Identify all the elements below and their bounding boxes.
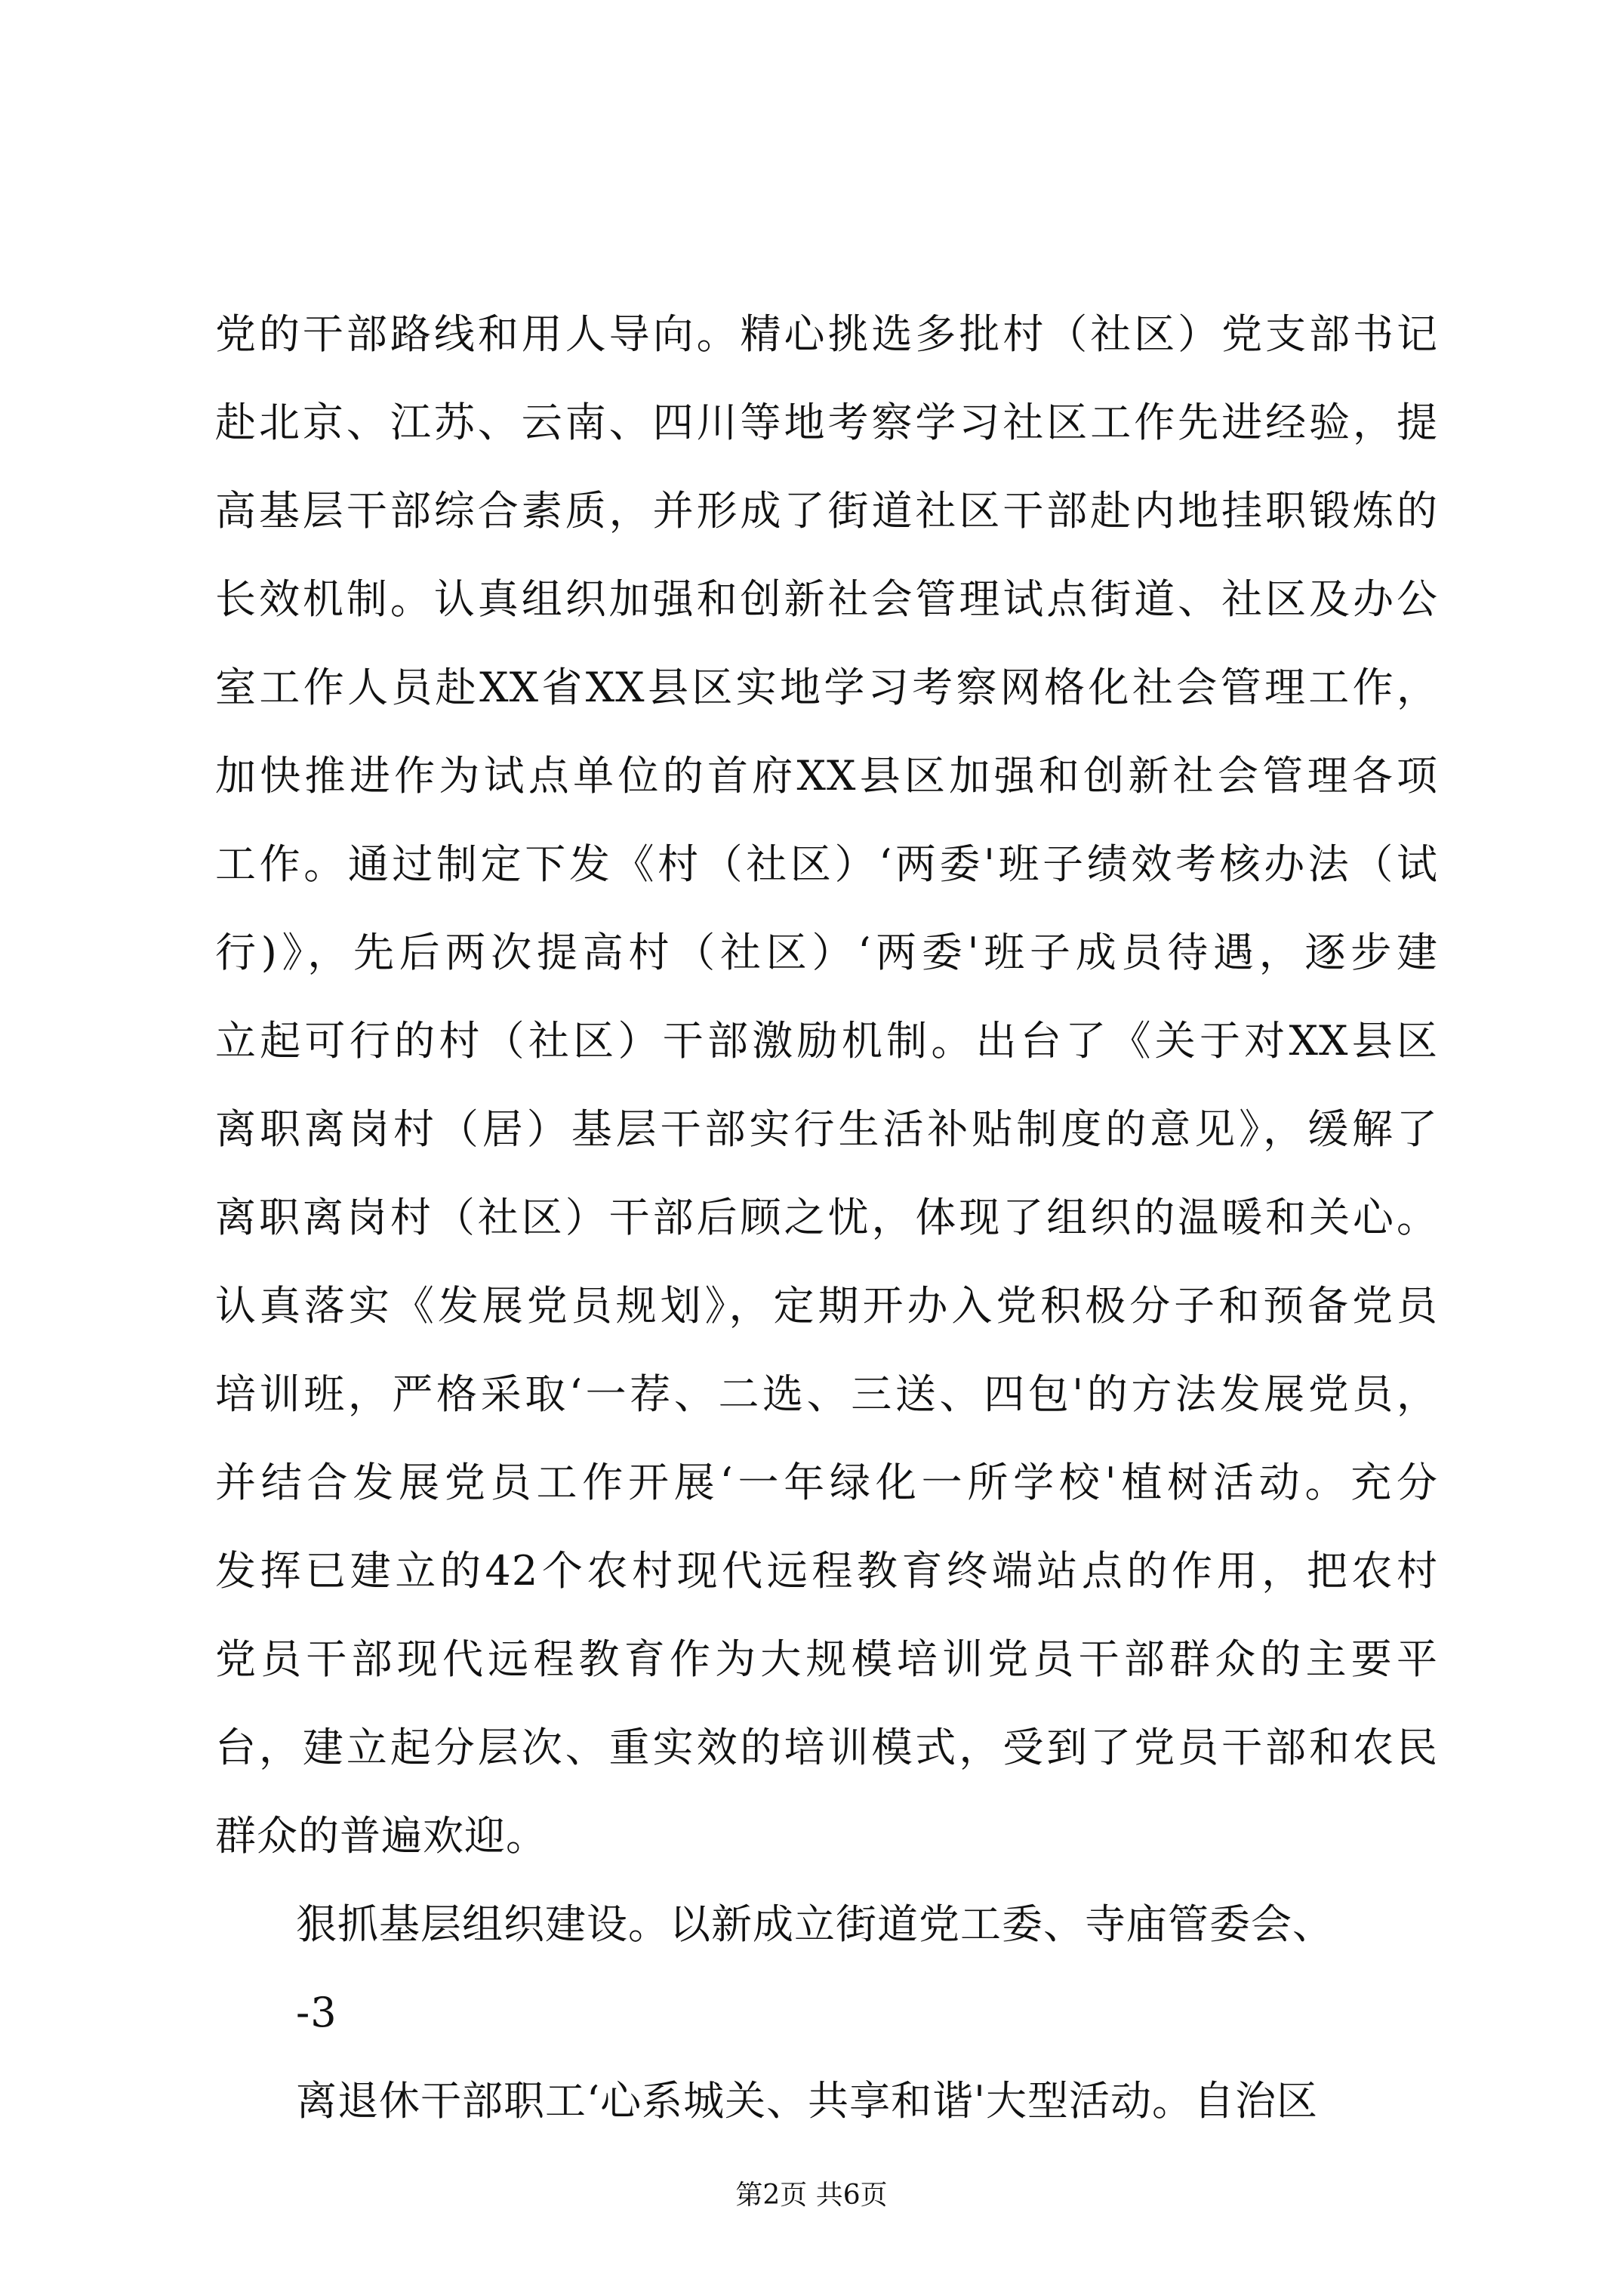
paragraph-continuation: 离退休干部职工‘心系城关、共享和谐'大型活动。自治区 bbox=[296, 2077, 1319, 2125]
body-line-8: 行)》，先后两次提高村（社区）‘两委'班子成员待遇，逐步建 bbox=[215, 929, 1438, 976]
body-line-14: 并结合发展党员工作开展‘一年绿化一所学校'植树活动。充分 bbox=[215, 1459, 1438, 1506]
body-line-11: 离职离岗村（社区）干部后顾之忧，体现了组织的温暖和关心。 bbox=[215, 1194, 1438, 1241]
body-line-1: 党的干部路线和用人导向。精心挑选多批村（社区）党支部书记 bbox=[215, 310, 1438, 358]
body-line-2: 赴北京、江苏、云南、四川等地考察学习社区工作先进经验，提 bbox=[215, 399, 1438, 446]
body-line-6: 加快推进作为试点单位的首府XX县区加强和创新社会管理各项 bbox=[215, 752, 1438, 800]
body-line-13: 培训班，严格采取‘一荐、二选、三送、四包'的方法发展党员， bbox=[215, 1370, 1438, 1418]
body-line-17: 台，建立起分层次、重实效的培训模式，受到了党员干部和农民 bbox=[215, 1724, 1438, 1771]
body-line-3: 高基层干部综合素质，并形成了街道社区干部赴内地挂职锻炼的 bbox=[215, 487, 1438, 535]
body-line-7: 工作。通过制定下发《村（社区）‘两委'班子绩效考核办法（试 bbox=[215, 840, 1438, 888]
body-line-10: 离职离岗村（居）基层干部实行生活补贴制度的意见》，缓解了 bbox=[215, 1105, 1438, 1153]
body-line-9: 立起可行的村（社区）干部激励机制。出台了《关于对XX县区 bbox=[215, 1017, 1438, 1065]
body-line-16: 党员干部现代远程教育作为大规模培训党员干部群众的主要平 bbox=[215, 1635, 1438, 1683]
body-line-15: 发挥已建立的42个农村现代远程教育终端站点的作用，把农村 bbox=[215, 1547, 1438, 1595]
body-line-18: 群众的普遍欢迎。 bbox=[215, 1812, 547, 1860]
page-footer: 第2页 共6页 bbox=[735, 2180, 888, 2211]
body-line-5: 室工作人员赴XX省XX县区实地学习考察网格化社会管理工作， bbox=[215, 664, 1438, 711]
body-line-4: 长效机制。认真组织加强和创新社会管理试点街道、社区及办公 bbox=[215, 575, 1438, 623]
paragraph-heading-line: 狠抓基层组织建设。以新成立街道党工委、寺庙管委会、 bbox=[296, 1900, 1334, 1948]
body-line-12: 认真落实《发展党员规划》，定期开办入党积极分子和预备党员 bbox=[215, 1282, 1438, 1330]
page-marker: -3 bbox=[296, 1989, 337, 2036]
